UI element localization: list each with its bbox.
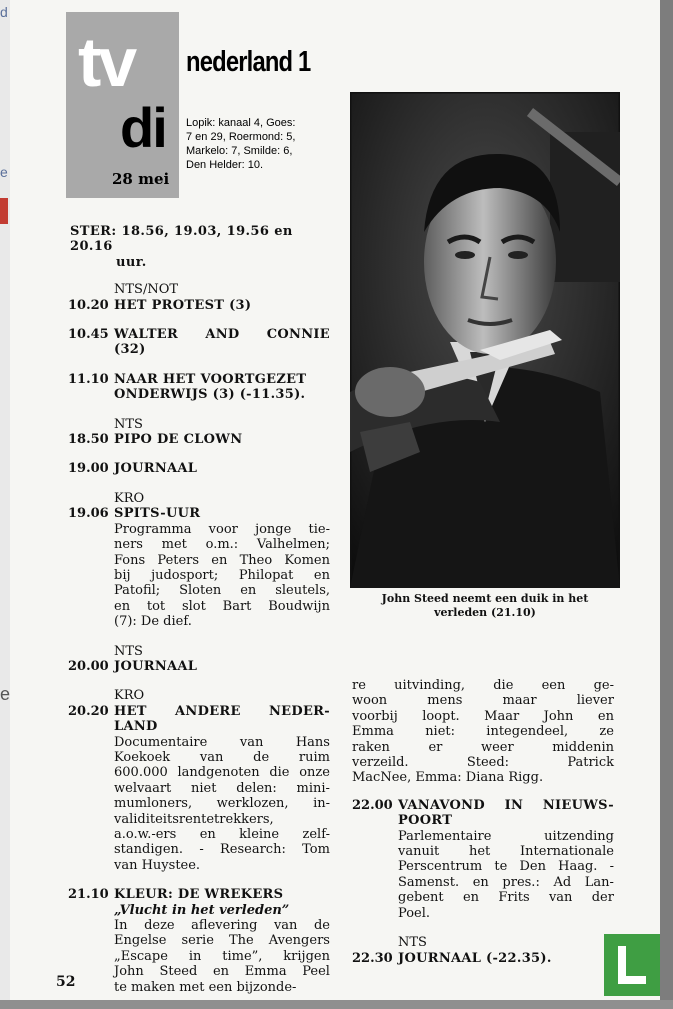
program-title-line: SPITS-UUR [114,506,201,522]
program-title-line: NAAR HET VOORTGEZET [114,371,307,387]
description-line [114,765,330,780]
description-line [114,964,330,979]
program-item [68,704,330,873]
page-number: 52 [56,974,76,990]
browser-edge-strip [0,0,10,1000]
program-title-line: LAND [114,719,158,735]
description-line [352,740,614,755]
description-word: welvaart [114,780,172,796]
description-word: Komen [284,552,330,568]
description-word: en [212,964,230,980]
description-word: Theo [239,552,273,568]
day-label: di [120,96,166,159]
description-word: serie [181,933,214,949]
program-description [114,522,330,630]
description-word: mini- [296,780,330,796]
edge-fragment: d [0,4,8,20]
program-title-line: HET PROTEST (3) [114,297,252,313]
edge-fragment: e [0,164,8,180]
description-word: en [199,827,216,842]
program-title [114,298,330,313]
description-word: o.m.: [205,537,239,553]
description-line [114,812,330,827]
description-word: maar [502,693,537,709]
description-line [114,827,330,842]
program-body [398,951,614,966]
program-time: 18.50 [68,432,109,448]
description-word: Ad [553,874,572,890]
program-title-line: KLEUR: DE WREKERS [114,887,284,903]
description-line [352,693,614,708]
description-word: bij [114,567,131,583]
description-word: met [161,537,187,553]
program-body [398,798,614,921]
broadcaster-label: NTS [114,643,143,659]
description-word: raken [352,739,390,755]
description-word: kleine [239,827,280,842]
description-word: Emma [244,964,287,980]
description-word: woon [352,693,388,709]
description-word: Tom [302,842,330,858]
program-title-line: JOURNAAL (-22.35). [398,950,552,966]
site-logo-badge [604,934,660,996]
ster-times: STER: 18.56, 19.03, 19.56 en 20.16 uur. [70,224,293,270]
program-title-line [114,704,330,719]
description-line [352,678,614,693]
description-word: John [543,708,574,724]
program-body [114,298,330,313]
browser-edge-right [660,0,673,1000]
description-line: te maken met een bijzonde- [114,979,297,995]
program-body [114,432,330,447]
description-word: en [462,890,480,906]
program-time: 10.20 [68,297,109,313]
program-title-line: POORT [398,813,453,829]
program-title-line: PIPO DE CLOWN [114,432,243,448]
description-word: John [114,964,144,980]
description-word: Philopat [238,567,294,583]
description-word: Maar [484,708,520,724]
description-word: Documentaire [114,734,208,750]
edge-fragment: e [0,684,10,704]
tv-word: tv [78,23,135,101]
description-word: In [114,918,128,934]
description-word: Parlementaire [398,828,492,844]
program-item [68,298,330,313]
john-steed-photo [350,92,620,588]
description-word: en [114,598,131,614]
description-word: gebent [398,890,444,906]
description-word: uitzending [544,828,614,844]
program-title-word: ANDERE [175,703,241,719]
description-word: Programma [114,521,192,537]
description-word: ruim [298,749,330,765]
tv-logo-box [66,12,179,198]
program-title-word: VANAVOND [398,797,485,813]
description-word: en [597,708,614,724]
description-word: deze [144,918,175,934]
program-time: 10.45 [68,327,109,343]
description-word: Peters [157,552,200,568]
program-item [352,951,614,966]
program-title [114,659,330,674]
program-title [114,327,330,358]
description-word: validiteitsrentetrekkers, [114,811,274,827]
program-item [68,327,330,358]
program-time: 21.10 [68,887,109,903]
description-word: te [494,859,508,875]
program-title-word: NIEUWS- [542,797,614,813]
program-item [68,372,330,403]
description-word: van [199,749,224,765]
photo-caption: John Steed neemt een duik in het verleden (21.10) [381,592,589,619]
channel-title: nederland 1 [186,46,311,78]
description-word: ze [599,724,614,740]
description-word: zelf- [302,827,330,842]
program-title-line: JOURNAAL [114,658,198,674]
program-title-word: AND [205,327,240,343]
description-word: tot [146,598,166,614]
edge-red-tab [0,198,8,224]
program-time: 19.00 [68,461,109,477]
description-word: aflevering [191,918,258,934]
description-line [114,537,330,552]
description-line [114,842,330,857]
description-word: jonge [255,521,292,537]
description-word: Steed: [466,755,510,771]
broadcaster-label: KRO [114,688,145,704]
program-body [114,327,330,358]
program-title [398,798,614,829]
description-word: Patrick [567,755,614,771]
program-body [114,506,330,629]
description-word: tie- [308,521,330,537]
program-body [114,461,330,476]
description-line [114,599,330,614]
description-word: en [240,583,257,599]
description-word: uitvinding, [394,678,466,693]
description-word: delen: [236,780,277,796]
description-word: - [199,842,204,858]
description-word: Bart [222,598,252,614]
description-word: landgenoten [177,765,260,781]
description-word: sleutels, [275,583,330,599]
description-line [114,583,330,598]
description-word: Frits [498,890,530,906]
description-line [114,568,330,583]
description-word: Research: [220,842,286,858]
description-line [114,522,330,537]
description-word: standigen. [114,842,184,858]
program-body [114,704,330,873]
program-title-line: JOURNAAL [114,461,198,477]
date-label: 28 mei [112,170,170,188]
description-word: Hans [295,734,330,750]
program-time: 11.10 [68,371,109,387]
program-title-line: (32) [114,342,146,358]
program-title [114,372,330,403]
description-word: der [591,890,614,906]
description-line [114,949,330,964]
program-item [68,887,330,995]
program-body [114,659,330,674]
schedule-column-left [68,224,330,1009]
logo-icon [604,934,660,996]
description-word: van [239,734,264,750]
program-title [114,432,330,447]
description-line [352,709,614,724]
program-time: 20.00 [68,658,109,674]
description-word: The [228,933,254,949]
description-line [352,755,614,770]
schedule-column-right [352,678,614,980]
description-word: judosport; [151,567,219,583]
description-line [352,724,614,739]
magazine-page [10,0,660,1000]
program-body [114,372,330,403]
description-line: van Huystee. [114,857,201,873]
program-time: 20.20 [68,703,109,719]
description-word: de [253,749,270,765]
description-word: voor [208,521,238,537]
program-item [68,659,330,674]
description-word: re [352,678,366,693]
description-word: vanuit [398,844,440,860]
description-word: time”, [222,948,263,964]
program-description [114,735,330,874]
description-word: „Escape [114,948,168,964]
program-title-word: HET [114,703,147,719]
program-title-line: ONDERWIJS (3) (-11.35). [114,387,306,403]
program-title-word: WALTER [114,327,179,343]
description-word: ners [114,537,143,553]
description-line: Poel. [398,905,431,921]
description-line [114,933,330,948]
description-word: Steed [159,964,198,980]
description-word: weer [480,739,514,755]
broadcaster-label: NTS [114,416,143,432]
program-item [352,798,614,921]
description-word: niet: [425,724,456,740]
photo-illustration [350,92,620,588]
description-word: niet [191,780,217,796]
description-line [398,829,614,844]
program-item [68,506,330,629]
description-word: liever [576,693,614,709]
program-title-line [114,327,330,342]
description-line [114,553,330,568]
description-word: 600.000 [114,765,168,781]
description-word: slot [181,598,206,614]
program-title-word: NEDER- [269,703,330,719]
description-word: en [472,874,489,890]
description-word: Internationale [520,844,614,860]
program-title-line [398,798,614,813]
description-word: de [313,918,330,934]
description-word: het [468,844,491,860]
program-time: 22.30 [352,950,393,966]
description-word: - [609,859,614,875]
program-description-continued [352,678,614,786]
program-title-word: IN [504,797,524,813]
description-word: Haag. [558,859,598,875]
description-word: Den [519,859,546,875]
description-word: in [188,948,202,964]
description-line [398,859,614,874]
program-item [68,461,330,476]
program-title [114,704,330,735]
description-word: Perscentrum [398,859,483,875]
description-word: die [493,678,514,693]
description-line [114,750,330,765]
program-subtitle: „Vlucht in het verleden” [114,902,290,918]
description-line: (7): De dief. [114,614,192,630]
description-word: integendeel, [486,724,569,740]
program-title [114,887,330,902]
frequency-info: Lopik: kanaal 4, Goes: 7 en 29, Roermond: 5, Markelo: 7, Smilde: 6, Den Helder: 10. [186,117,296,171]
program-time: 19.06 [68,506,109,522]
description-word: pres.: [502,874,540,890]
description-word: een [541,678,566,693]
program-title [114,461,330,476]
description-word: van [273,918,298,934]
description-word: Samenst. [398,874,460,890]
description-word: ge- [593,678,614,693]
program-title-word: CONNIE [266,327,330,343]
description-word: die [269,765,290,781]
description-word: Emma [352,724,394,740]
description-word: mens [427,693,463,709]
broadcaster-label: NTS [398,935,427,951]
description-line [114,796,330,811]
description-line [398,890,614,905]
broadcaster-label: NTS/NOT [114,282,179,298]
description-line: MacNee, Emma: Diana Rigg. [352,770,544,786]
description-word: in- [313,796,330,812]
description-word: loopt. [422,708,460,724]
program-time: 22.00 [352,797,393,813]
description-word: krijgen [283,948,330,964]
description-word: Valhelmen; [256,537,330,553]
description-word: en [313,567,330,583]
description-word: Peel [302,964,330,980]
description-word: Sloten [179,583,222,599]
program-item [68,432,330,447]
description-line [114,918,330,933]
description-word: middenin [552,739,614,755]
program-description [114,918,330,995]
description-line [114,735,330,750]
description-word: Koekoek [114,749,171,765]
program-body [114,887,330,995]
description-word: er [428,739,443,755]
description-word: a.o.w.-ers [114,827,177,842]
description-word: Engelse [114,933,167,949]
description-word: Lan- [584,874,614,890]
description-word: van [548,890,573,906]
description-line [398,875,614,890]
description-word: en [211,552,228,568]
description-word: onze [299,765,330,781]
program-title [114,506,330,521]
description-word: verzeild. [352,755,409,771]
description-line [398,844,614,859]
description-word: mumloners, [114,796,193,812]
program-description [398,829,614,921]
description-word: werklozen, [216,796,289,812]
description-line [114,781,330,796]
description-word: Patofil; [114,583,161,599]
description-word: Boudwijn [268,598,330,614]
program-title [398,951,614,966]
description-word: voorbij [352,708,398,724]
broadcaster-label: KRO [114,490,145,506]
description-word: Fons [114,552,146,568]
description-word: Avengers [268,933,330,949]
